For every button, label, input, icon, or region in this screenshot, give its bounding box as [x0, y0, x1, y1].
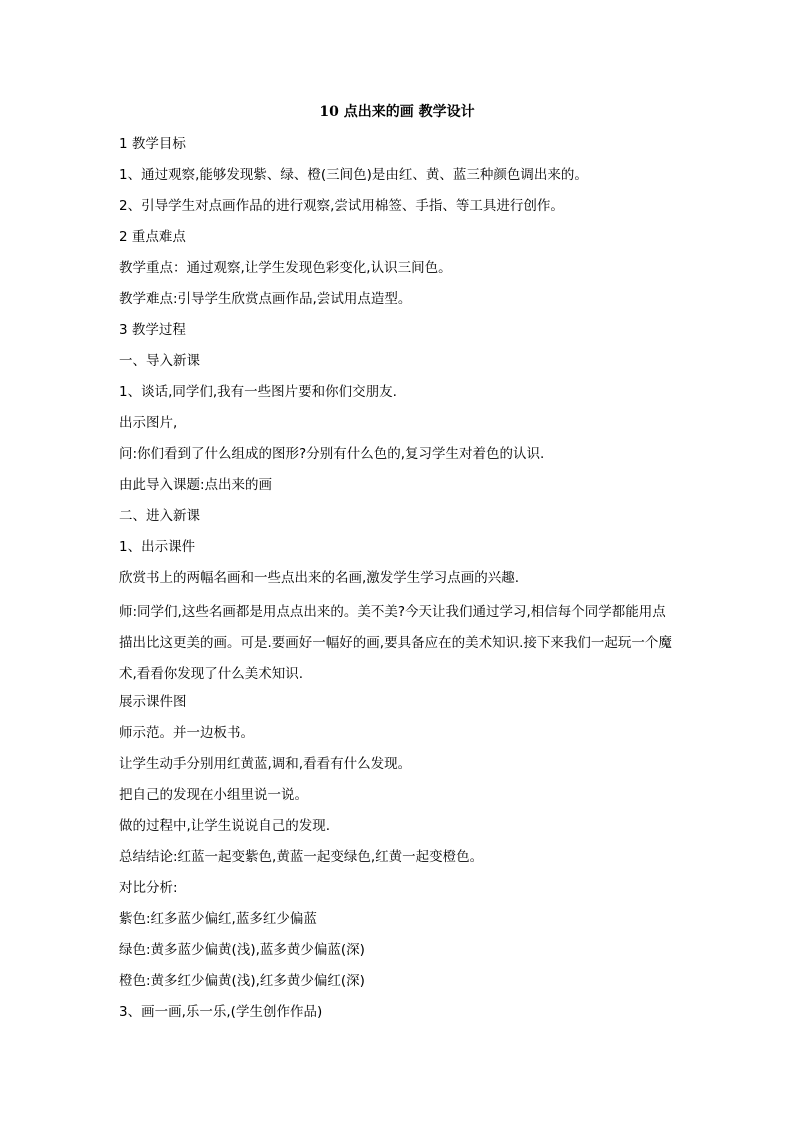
key-point-focus: 教学重点：通过观察,让学生发现色彩变化,认识三间色。 [119, 260, 452, 276]
paragraph: 1、谈话,同学们,我有一些图片要和你们交朋友. [119, 384, 397, 400]
paragraph: 对比分析: [119, 880, 178, 896]
paragraph: 由此导入课题:点出来的画 [119, 477, 273, 493]
paragraph: 让学生动手分别用红黄蓝,调和,看看有什么发现。 [119, 756, 412, 772]
section-heading-process: 3 教学过程 [119, 322, 186, 338]
paragraph: 欣赏书上的两幅名画和一些点出来的名画,激发学生学习点画的兴趣. [119, 570, 520, 586]
section-heading-key-points: 2 重点难点 [119, 229, 186, 245]
objective-item-1: 1、通过观察,能够发现紫、绿、橙(三间色)是由红、黄、蓝三种颜色调出来的。 [119, 167, 588, 183]
document-body [119, 132, 679, 1031]
color-analysis-green: 绿色:黄多蓝少偏黄(浅),蓝多黄少偏蓝(深) [119, 942, 365, 958]
paragraph: 出示图片, [119, 415, 178, 431]
paragraph-multiline: 师:同学们,这些名画都是用点点出来的。美不美?今天让我们通过学习,相信每个同学都能用点描出比这更美的画。可是.要画好一幅好的画,要具备应在的美术知识.接下来我们一起玩一个魔术,看看你发现了什么美术知识. [119, 604, 672, 682]
paragraph: 师示范。并一边板书。 [119, 725, 254, 741]
color-analysis-purple: 紫色:红多蓝少偏红,蓝多红少偏蓝 [119, 911, 317, 927]
paragraph: 总结结论:红蓝一起变紫色,黄蓝一起变绿色,红黄一起变橙色。 [119, 849, 484, 865]
section-heading-objectives: 1 教学目标 [119, 136, 186, 152]
subheading-new-lesson: 二、进入新课 [119, 508, 200, 524]
paragraph: 展示课件图 [119, 694, 187, 710]
objective-item-2: 2、引导学生对点画作品的进行观察,尝试用棉签、手指、等工具进行创作。 [119, 198, 564, 214]
paragraph: 问:你们看到了什么组成的图形?分别有什么色的,复习学生对着色的认识. [119, 446, 545, 462]
paragraph: 把自己的发现在小组里说一说。 [119, 787, 308, 803]
color-analysis-orange: 橙色:黄多红少偏黄(浅),红多黄少偏红(深) [119, 973, 365, 989]
paragraph: 做的过程中,让学生说说自己的发现. [119, 818, 331, 834]
paragraph: 1、出示课件 [119, 539, 196, 555]
key-point-difficulty: 教学难点:引导学生欣赏点画作品,尝试用点造型。 [119, 291, 412, 307]
document-title: 10 点出来的画 教学设计 [319, 104, 475, 120]
subheading-introduction: 一、导入新课 [119, 353, 200, 369]
paragraph: 3、画一画,乐一乐,(学生创作作品) [119, 1004, 323, 1020]
